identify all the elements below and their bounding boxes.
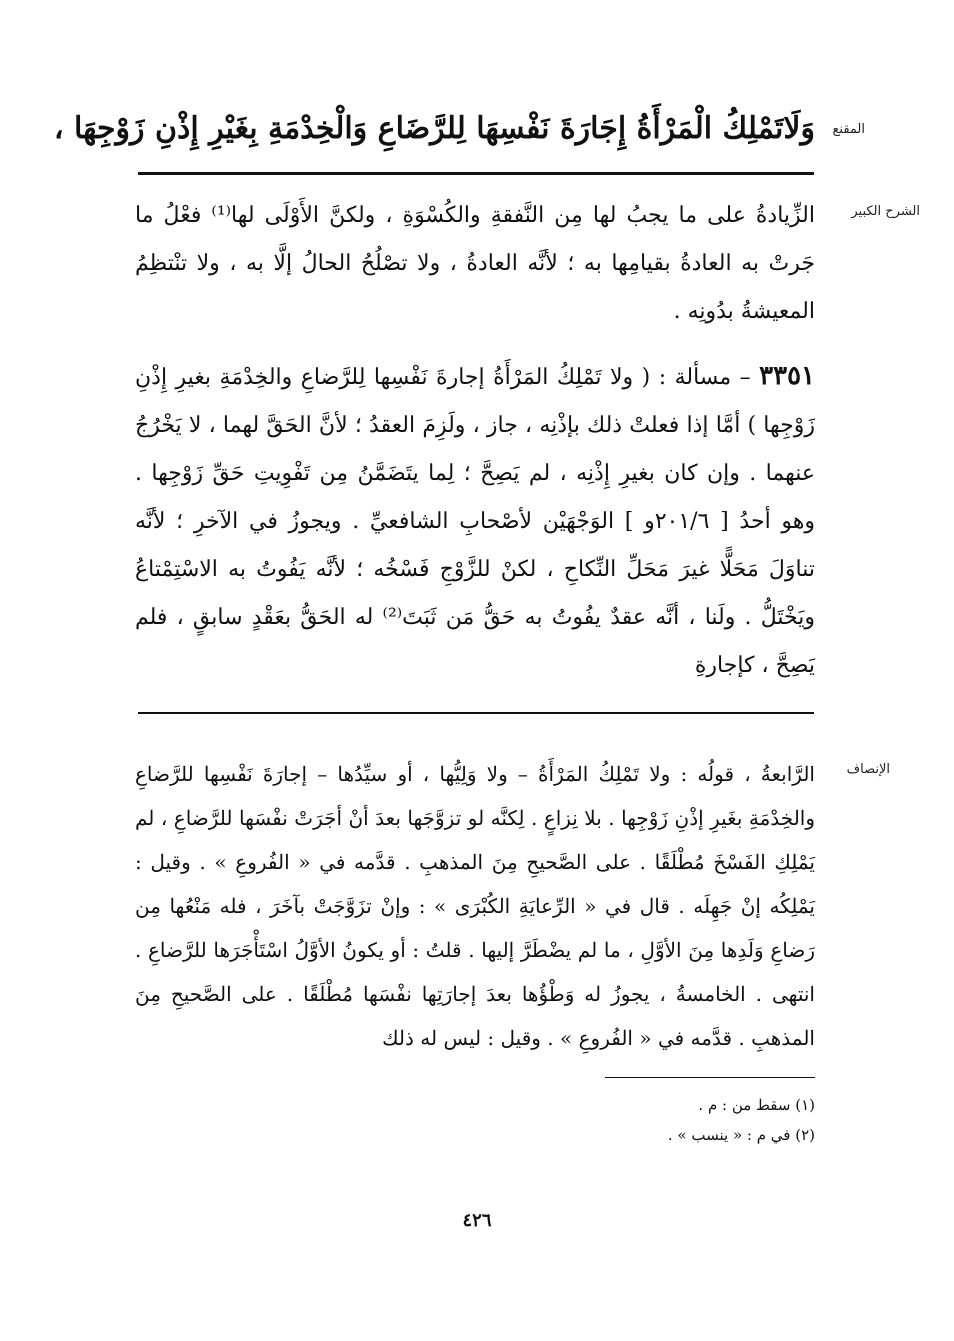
- sharh-intro: [135, 192, 815, 336]
- sharh-masala-paragraph: [135, 352, 815, 690]
- footnote-2: (٢) في م : « ينسب » .: [667, 1126, 815, 1144]
- label-sharh: الشرح الكبير: [851, 204, 920, 219]
- sharh-masala: [135, 352, 815, 690]
- footnote-rule: [605, 1077, 815, 1078]
- footnotes: [540, 1090, 815, 1150]
- section-divider-middle: [138, 712, 814, 714]
- insaf-paragraph: الرَّابعةُ ، قولُه : ولا تَمْلِكُ المَرْأَةُ – ولا وَلِيُّها ، أو سيِّدُها – إجارَةَ نَفْسِها للرَّضاعِ والخِدْمَةِ بغَيرِ إذْنِ زَوْجِها . بلا نِزاعٍ . لِكنَّه لو تزوَّجَها بعدَ أنْ أجَرَتْ نفْسَها للرَّضاعِ ، لم يَمْلِكِ الفَسْخَ مُطْلَقًا . على الصَّحيحِ مِنَ المذهبِ . قدَّمه في « الفُروعِ » . وقيل : يَمْلِكُه إنْ جَهِلَه . قال في « الرِّعايَةِ الكُبْرَى » : وإنْ تزَوَّجَتْ بآخَرَ ، فله مَنْعُها مِن رَضاعِ وَلَدِها مِنَ الأوَّلِ ، ما لم يضْطَرَّ إليها . قلتُ : أو يكونُ الأوَّلُ اسْتَأْجَرَها للرَّضاعِ . انتهى . الخامسةُ ، يجوزُ له وَطْؤُها بعدَ إجارَتِها نفْسَها مُطْلَقًا . على الصَّحيحِ مِنَ المذهبِ . قدَّمه في « الفُروعِ » . وقيل : ليس له ذلك: [135, 762, 815, 1050]
- insaf-text: [135, 752, 815, 1060]
- masala-text: – مسألة : ( ولا تَمْلِكُ المَرْأَةُ إجارةَ نَفْسِها لِلرَّضاعِ والخِدْمَةِ بغيرِ إِذْنِ زَوْجِها ) أمَّا إذا فعلتْ ذلك بإذْنِه ، جاز ، ولَزِمَ العقدُ ؛ لأنَّ الحَقَّ لهما ، لا يَخْرُجُ عنهما . وإن كان بغيرِ إِذْنِه ، لم يَصِحَّ ؛ لِما يتَضَمَّنُ مِن تَفْوِيتِ حَقِّ زَوْجِها . وهو أحدُ [ ٢٠١/٦و ] الوَجْهَيْن لأصْحابِ الشافعيِّ . ويجوزُ في الآخرِ ؛ لأنَّه تناوَلَ مَحَلًّا غيرَ مَحَلِّ النِّكاحِ ، لكنْ للزَّوْجِ فَسْخُه ؛ لأنَّه يَفُوتُ به الاسْتِمْتاعُ ويَخْتَلُّ . ولَنا ، أنَّه عقدٌ يفُوتُ به حَقُّ مَن ثَبَتَ⁽²⁾ له الحَقُّ بعَقْدٍ سابقٍ ، فلم يَصِحَّ ، كإجارةِ: [135, 365, 815, 678]
- footnote-1: (١) سقط من : م .: [698, 1096, 815, 1114]
- page-number: ٤٢٦: [462, 1210, 492, 1231]
- muqni-text: [53, 100, 815, 158]
- muqni-line: وَلَاتَمْلِكُ الْمَرْأَةُ إِجَارَةَ نَفْسِهَا لِلرَّضَاعِ وَالْخِدْمَةِ بِغَيْرِ إِذْنِ زَوْجِهَا ،: [53, 111, 815, 146]
- label-insaf: الإنصاف: [846, 762, 890, 777]
- label-muqni: المقنع: [832, 122, 865, 137]
- sharh-intro-paragraph: الزِّيادةُ على ما يجبُ لها مِن النَّفقةِ والكُسْوَةِ ، ولكنَّ الأَوْلَى لها⁽¹⁾ فعْلُ ما جَرتْ به العادةُ بقيامِها به ؛ لأنَّه العادةُ ، ولا تصْلُحُ الحالُ إلَّا به ، ولا تنْتظِمُ المعيشةُ بدُونِه .: [135, 203, 815, 324]
- masala-number: ٣٣٥١: [759, 361, 815, 391]
- section-divider-top: [138, 172, 814, 175]
